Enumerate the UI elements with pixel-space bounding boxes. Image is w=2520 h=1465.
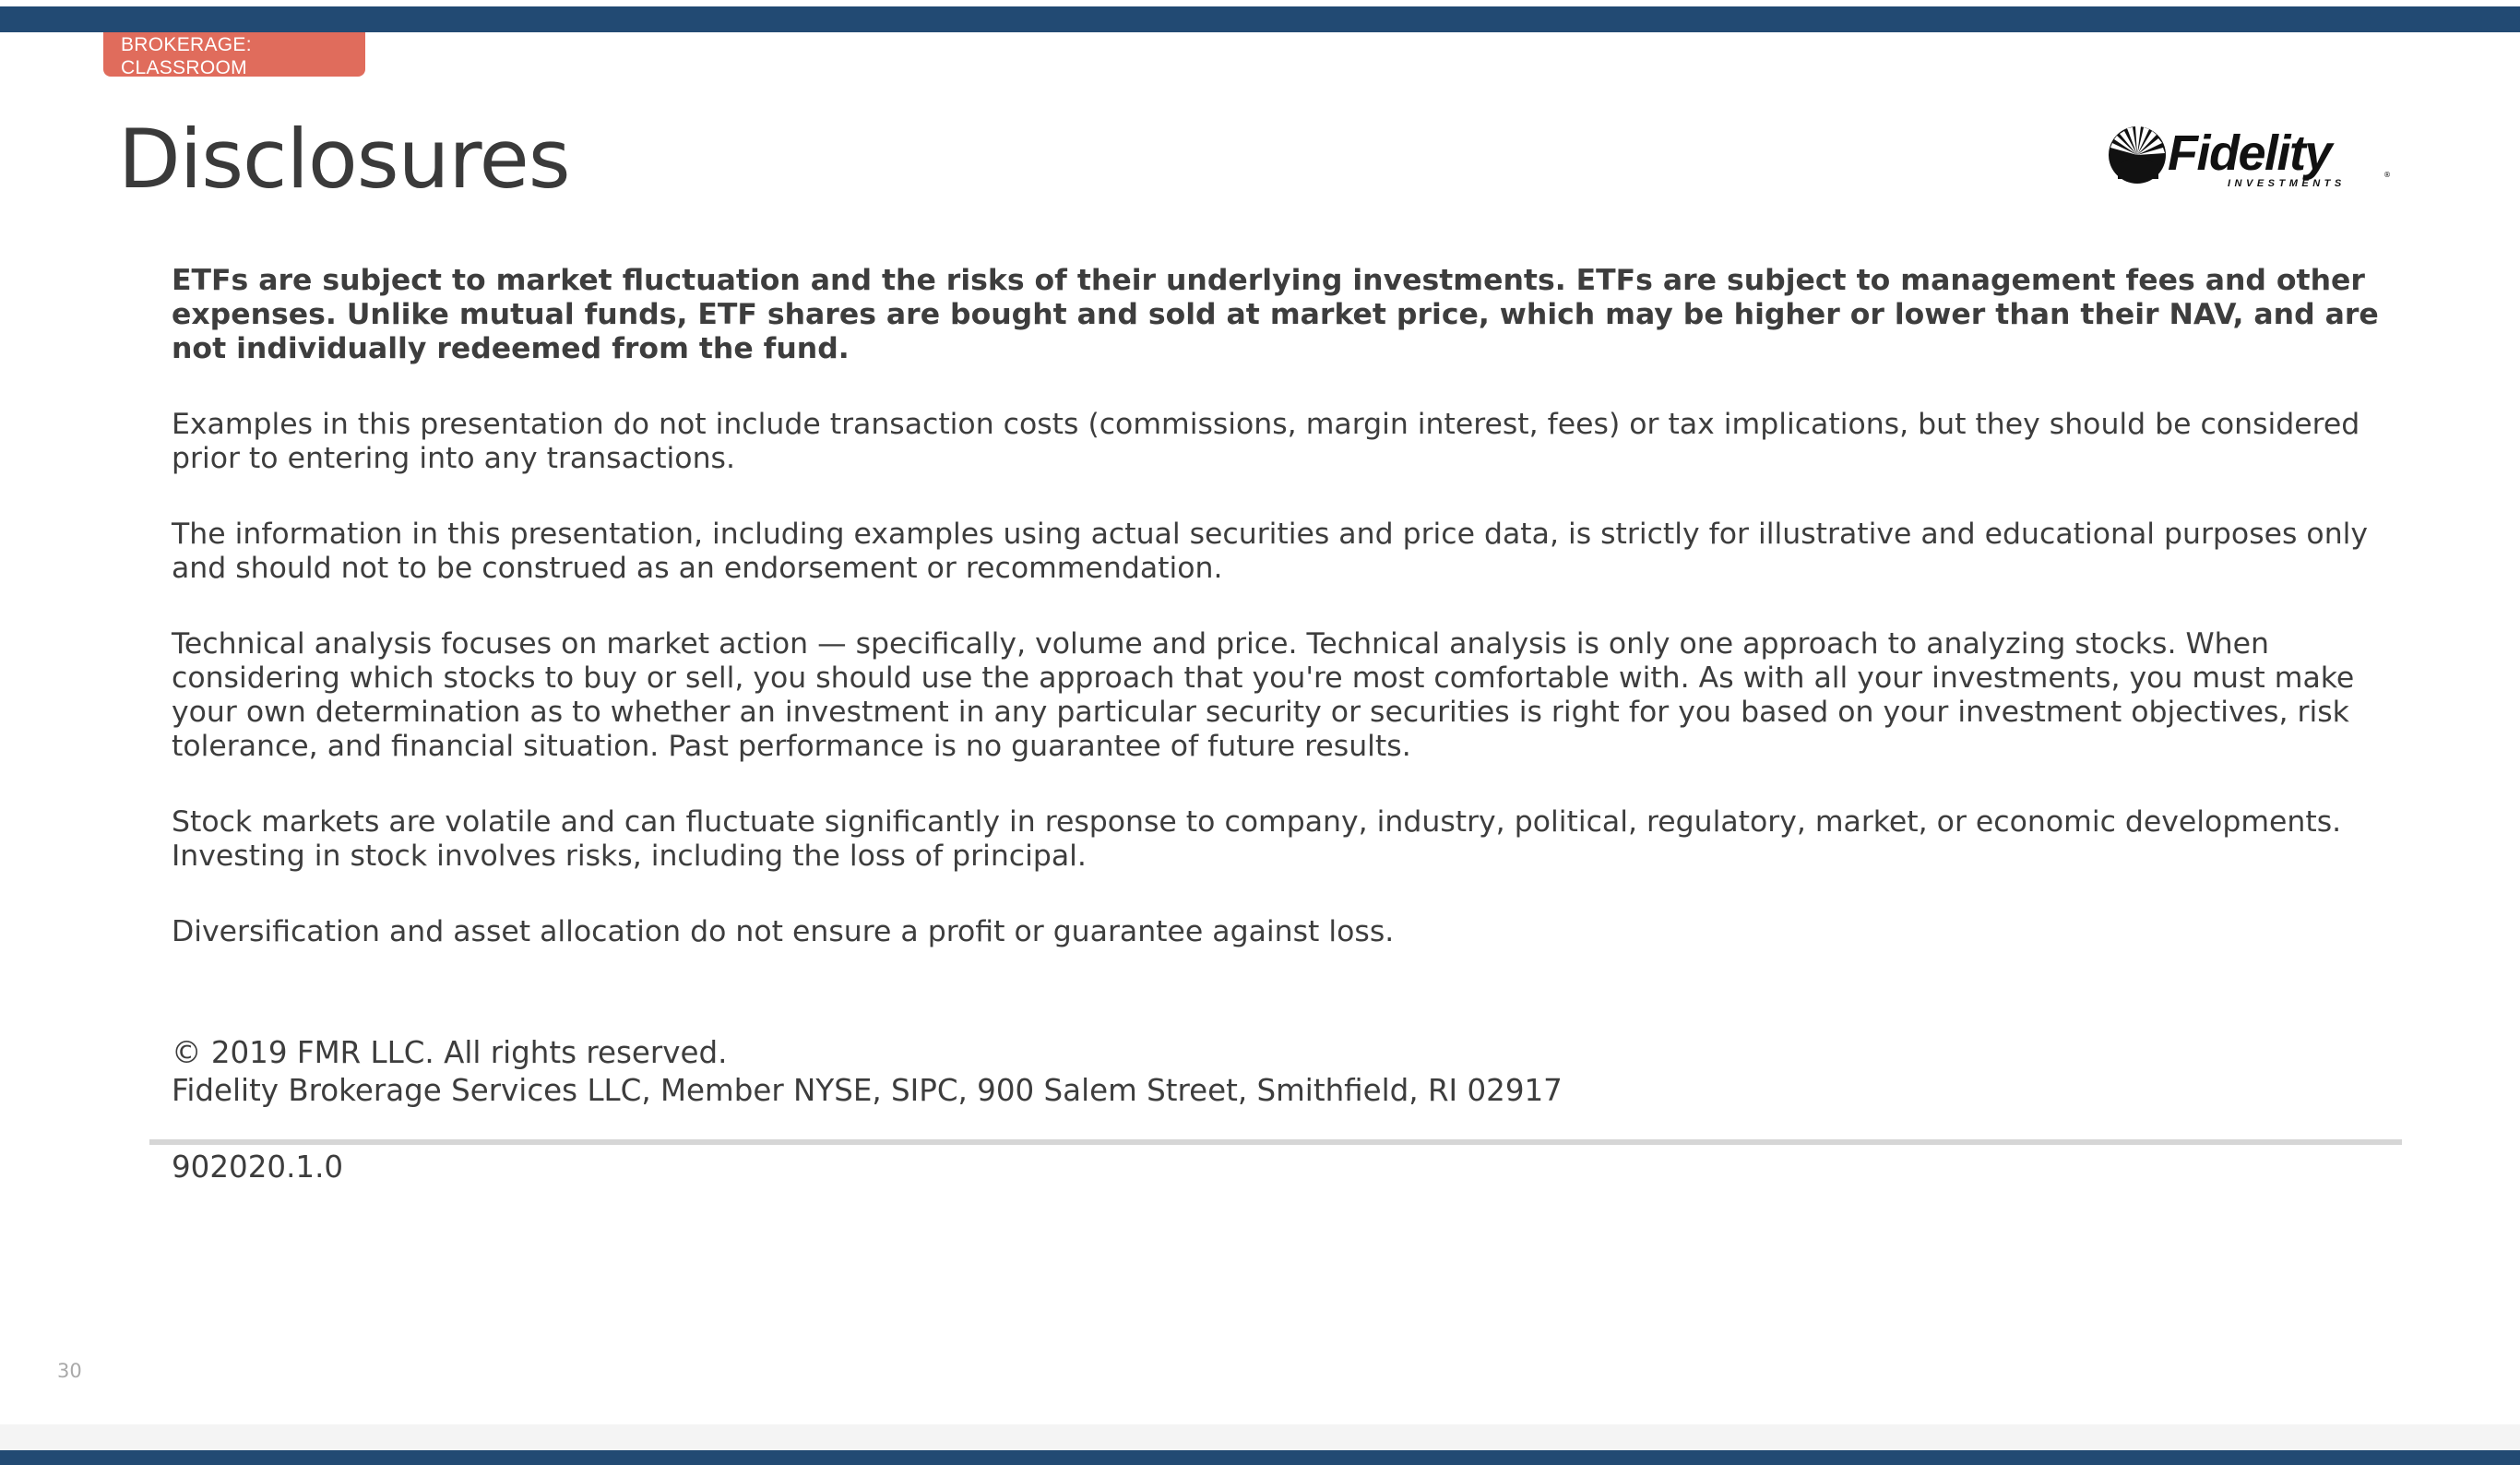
- etf-disclosure: ETFs are subject to market fluctuation and the risks of their underlying investments. ETFs are subject to management fees and other expenses. Unlike mutual funds, ETF shares are bought and sold at market price, which may be higher or lower than their NAV, and are not individually redeemed from the fund.: [172, 264, 2379, 365]
- stock-market-risk-disclosure: Stock markets are volatile and can fluctuate significantly in response to company, industry, political, regulatory, market, or economic developments. Investing in stock involves risks, including the loss of principal.: [172, 805, 2342, 873]
- company-line: Fidelity Brokerage Services LLC, Member NYSE, SIPC, 900 Salem Street, Smithfield, RI 02917: [172, 1073, 1563, 1108]
- footer-divider: [149, 1139, 2402, 1145]
- starburst-icon: [2109, 126, 2166, 184]
- fidelity-logo: [2107, 122, 2393, 192]
- disclosures-body: [172, 264, 2395, 991]
- document-code: 902020.1.0: [172, 1149, 344, 1185]
- svg-text:®: ®: [2383, 171, 2391, 179]
- diversification-disclosure: Diversification and asset allocation do not ensure a profit or guarantee against loss.: [172, 915, 1395, 948]
- illustrative-purpose-disclosure: The information in this presentation, including examples using actual securities and price data, is strictly for illustrative and educational purposes only and should not to be construed as an endorsement or recommendation.: [172, 518, 2369, 585]
- page-title: Disclosures: [118, 112, 570, 207]
- top-brand-bar: [0, 6, 2520, 32]
- category-tag: [103, 32, 365, 77]
- copyright-block: [172, 1034, 1563, 1110]
- category-tag-line-1: BROKERAGE:: [121, 34, 252, 55]
- page-number: 30: [57, 1360, 82, 1382]
- logo-wordmark: Fidelity: [2168, 125, 2332, 181]
- bottom-brand-bar: [0, 1450, 2520, 1465]
- transaction-cost-disclosure: Examples in this presentation do not include transaction costs (commissions, margin interest, fees) or tax implications, but they should be considered prior to entering into any transactions.: [172, 408, 2360, 475]
- category-tag-line-2: CLASSROOM: [121, 57, 247, 78]
- logo-subtext: INVESTMENTS: [2228, 178, 2346, 189]
- technical-analysis-disclosure: Technical analysis focuses on market action — specifically, volume and price. Technical analysis is only one approach to analyzing stocks. When considering which stocks to buy or sell, you should use the approach that you're most comfortable with. As with all your investments, you must make your own determination as to whether an investment in any particular security or securities is right for you based on your investment objectives, risk tolerance, and financial situation. Past performance is no guarantee of future results.: [172, 627, 2355, 763]
- footer-strip: [0, 1424, 2520, 1450]
- copyright-line: © 2019 FMR LLC. All rights reserved.: [172, 1035, 728, 1070]
